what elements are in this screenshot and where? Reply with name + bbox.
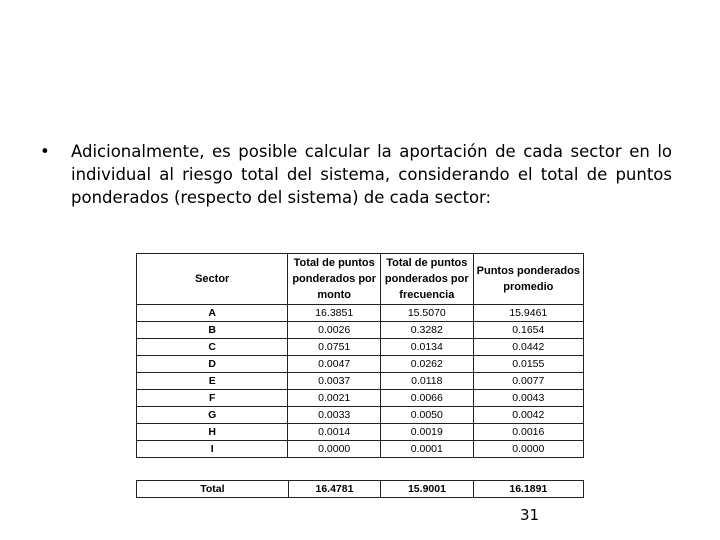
value-cell: 0.0262 [381,356,474,373]
sector-cell: D [137,356,288,373]
value-cell: 0.0001 [381,441,474,458]
total-label: Total [137,481,289,498]
value-cell: 0.0066 [381,390,474,407]
bullet-paragraph [40,140,672,209]
value-cell: 0.0155 [473,356,583,373]
table-row [137,441,584,458]
table-row [137,373,584,390]
value-cell: 0.0037 [288,373,381,390]
value-cell: 15.5070 [381,305,474,322]
total-monto: 16.4781 [288,481,380,498]
bullet-symbol: • [40,142,50,161]
table-header-row [137,254,584,305]
bullet-text: Adicionalmente, es posible calcular la aportación de cada sector en lo individual al riesgo total del sistema, considerando el total de puntos ponderados (respecto del sistema) de cada sector: [71,142,672,207]
value-cell: 16.3851 [288,305,381,322]
sector-cell: I [137,441,288,458]
value-cell: 0.0047 [288,356,381,373]
value-cell: 0.0019 [381,424,474,441]
sector-cell: C [137,339,288,356]
sector-cell: H [137,424,288,441]
value-cell: 0.0043 [473,390,583,407]
header-promedio: Puntos ponderados promedio [473,254,583,305]
total-promedio: 16.1891 [473,481,583,498]
value-cell: 0.0134 [381,339,474,356]
value-cell: 0.0021 [288,390,381,407]
value-cell: 0.0442 [473,339,583,356]
value-cell: 0.0050 [381,407,474,424]
table-row [137,424,584,441]
value-cell: 0.0014 [288,424,381,441]
value-cell: 0.0000 [288,441,381,458]
header-total-frecuencia: Total de puntos ponderados por frecuencia [381,254,474,305]
table-body [137,305,584,458]
total-table [136,480,584,498]
value-cell: 0.0016 [473,424,583,441]
total-frecuencia: 15.9001 [381,481,473,498]
total-row [137,481,584,498]
value-cell: 0.0000 [473,441,583,458]
value-cell: 0.0026 [288,322,381,339]
value-cell: 0.3282 [381,322,474,339]
sector-cell: G [137,407,288,424]
value-cell: 0.0751 [288,339,381,356]
page-number: 31 [520,506,540,524]
table-row [137,339,584,356]
header-sector: Sector [137,254,288,305]
table-row [137,305,584,322]
value-cell: 0.0077 [473,373,583,390]
header-total-monto: Total de puntos ponderados por monto [288,254,381,305]
value-cell: 15.9461 [473,305,583,322]
sector-cell: E [137,373,288,390]
value-cell: 0.0042 [473,407,583,424]
table-row [137,407,584,424]
table-row [137,390,584,407]
sector-cell: B [137,322,288,339]
table-row [137,322,584,339]
sector-points-table [136,253,584,458]
sector-cell: F [137,390,288,407]
sector-cell: A [137,305,288,322]
value-cell: 0.0033 [288,407,381,424]
value-cell: 0.1654 [473,322,583,339]
value-cell: 0.0118 [381,373,474,390]
table-row [137,356,584,373]
